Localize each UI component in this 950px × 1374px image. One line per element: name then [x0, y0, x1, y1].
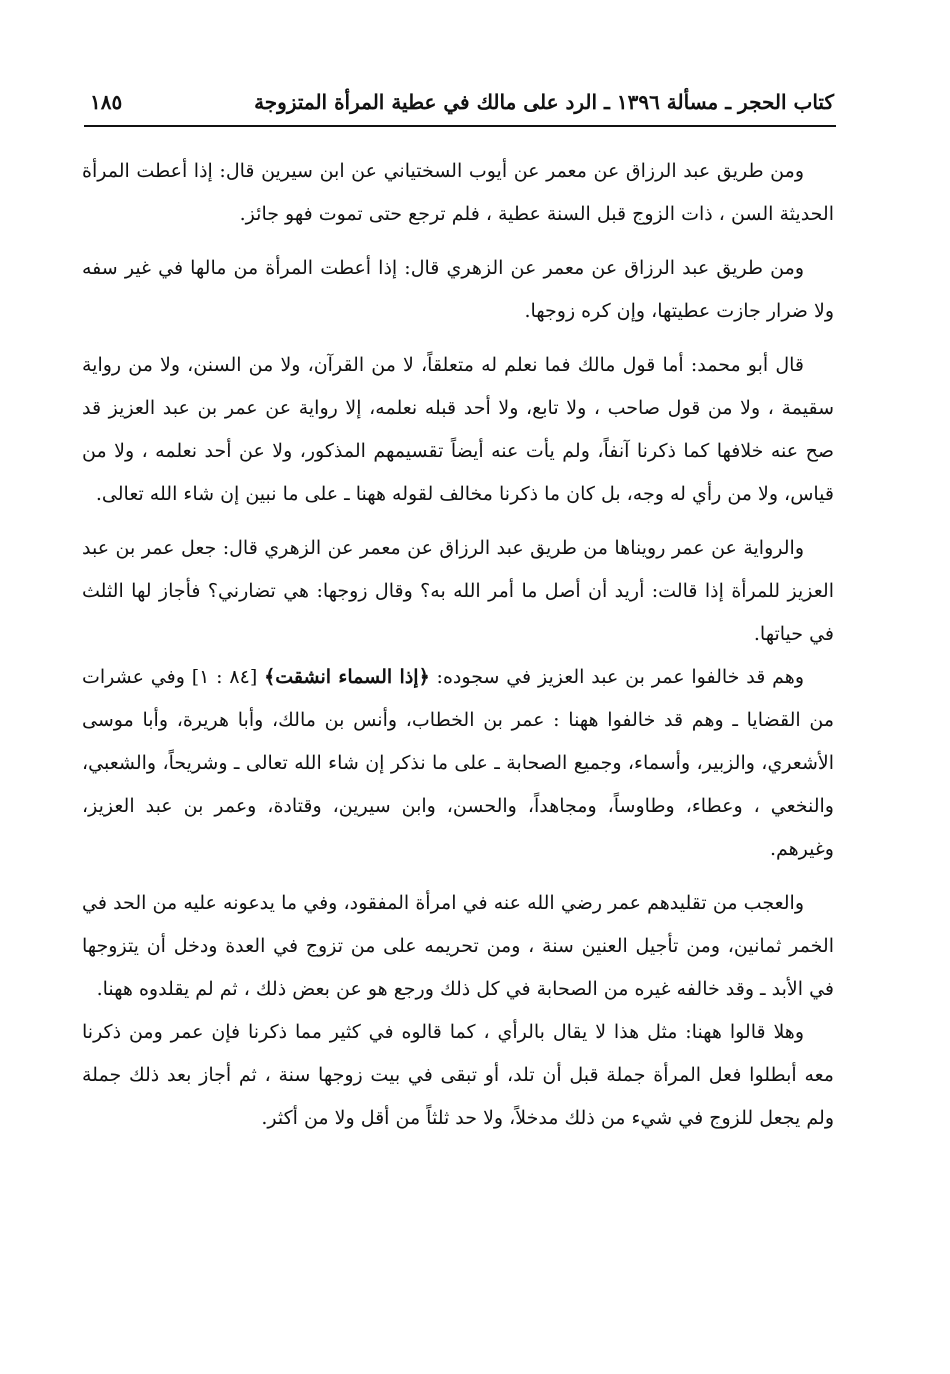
paragraph-5-after: وفي عشرات من القضايا ـ وهم قد خالفوا ههنا : عمر بن الخطاب، وأنس بن مالك، وأبا هريرة، وأبا موسى الأشعري، والزبير، وأسماء، وجميع الصحابة ـ على ما نذكر إن شاء الله تعالى ـ وشريحاً، والشعبي، والنخعي ، وعطاء، وطاوساً، ومجاهداً، والحسن، وابن سيرين، وقتادة، وعمر بن عبد العزيز، وغيرهم. — [82, 666, 834, 860]
verse-reference: [٨٤ : ١] — [191, 666, 265, 688]
page-header — [84, 84, 834, 124]
paragraph-1: ومن طريق عبد الرزاق عن معمر عن أيوب السختياني عن ابن سيرين قال: إذا أعطت المرأة الحديثة السن ، ذات الزوج قبل السنة عطية ، فلم ترجع حتى تموت فهو جائز. — [82, 160, 834, 225]
header-rule — [84, 125, 836, 127]
paragraph-4: والرواية عن عمر رويناها من طريق عبد الرزاق عن معمر عن الزهري قال: جعل عمر بن عبد العزيز للمرأة إذا قالت: أريد أن أصل ما أمر الله به؟ وقال زوجها: هي تضارني؟ فأجاز لها الثلث في حياتها. — [82, 537, 834, 645]
paragraph-5 — [82, 656, 834, 871]
quran-verse: ﴿إذا السماء انشقت﴾ — [264, 666, 430, 688]
page-body — [82, 150, 834, 1151]
paragraph-6: والعجب من تقليدهم عمر رضي الله عنه في امرأة المفقود، وفي ما يدعونه عليه من الحد في الخمر ثمانين، ومن تأجيل العنين سنة ، ومن تحريمه على من تزوج في العدة ودخل أن يتزوجها في الأبد ـ وقد خالفه غيره من الصحابة في كل ذلك ورجع هو عن بعض ذلك ، ثم لم يقلدوه ههنا. — [82, 892, 834, 1000]
paragraph-5-before: وهم قد خالفوا عمر بن عبد العزيز في سجوده: — [429, 666, 804, 688]
paragraph-2: ومن طريق عبد الرزاق عن معمر عن الزهري قال: إذا أعطت المرأة من مالها في غير سفه ولا ضرار جازت عطيتها، وإن كره زوجها. — [82, 257, 834, 322]
paragraph-7: وهلا قالوا ههنا: مثل هذا لا يقال بالرأي ، كما قالوه في كثير مما ذكرنا فإن عمر ومن ذكرنا معه أبطلوا فعل المرأة جملة قبل أن تلد، أو تبقى في بيت زوجها سنة ، ثم أجاز بعد ذلك جملة ولم يجعل للزوج في شيء من ذلك مدخلاً، ولا حد ثلثاً من أقل ولا من أكثر. — [82, 1021, 834, 1129]
running-title: كتاب الحجر ـ مسألة ١٣٩٦ ـ الرد على مالك في عطية المرأة المتزوجة — [254, 90, 834, 114]
paragraph-3: قال أبو محمد: أما قول مالك فما نعلم له متعلقاً، لا من القرآن، ولا من السنن، ولا من رواية سقيمة ، ولا من قول صاحب ، ولا تابع، ولا أحد قبله نعلمه، إلا رواية عن عمر بن عبد العزيز قد صح عنه خلافها كما ذكرنا آنفاً، ولم يأت عنه أيضاً تقسيمهم المذكور، ولا عن أحد نعلمه ، ولا من قياس، ولا من رأي له وجه، بل كان ما ذكرنا مخالف لقوله ههنا ـ على ما نبين إن شاء الله تعالى. — [82, 354, 834, 505]
page-number: ١٨٥ — [90, 90, 123, 114]
